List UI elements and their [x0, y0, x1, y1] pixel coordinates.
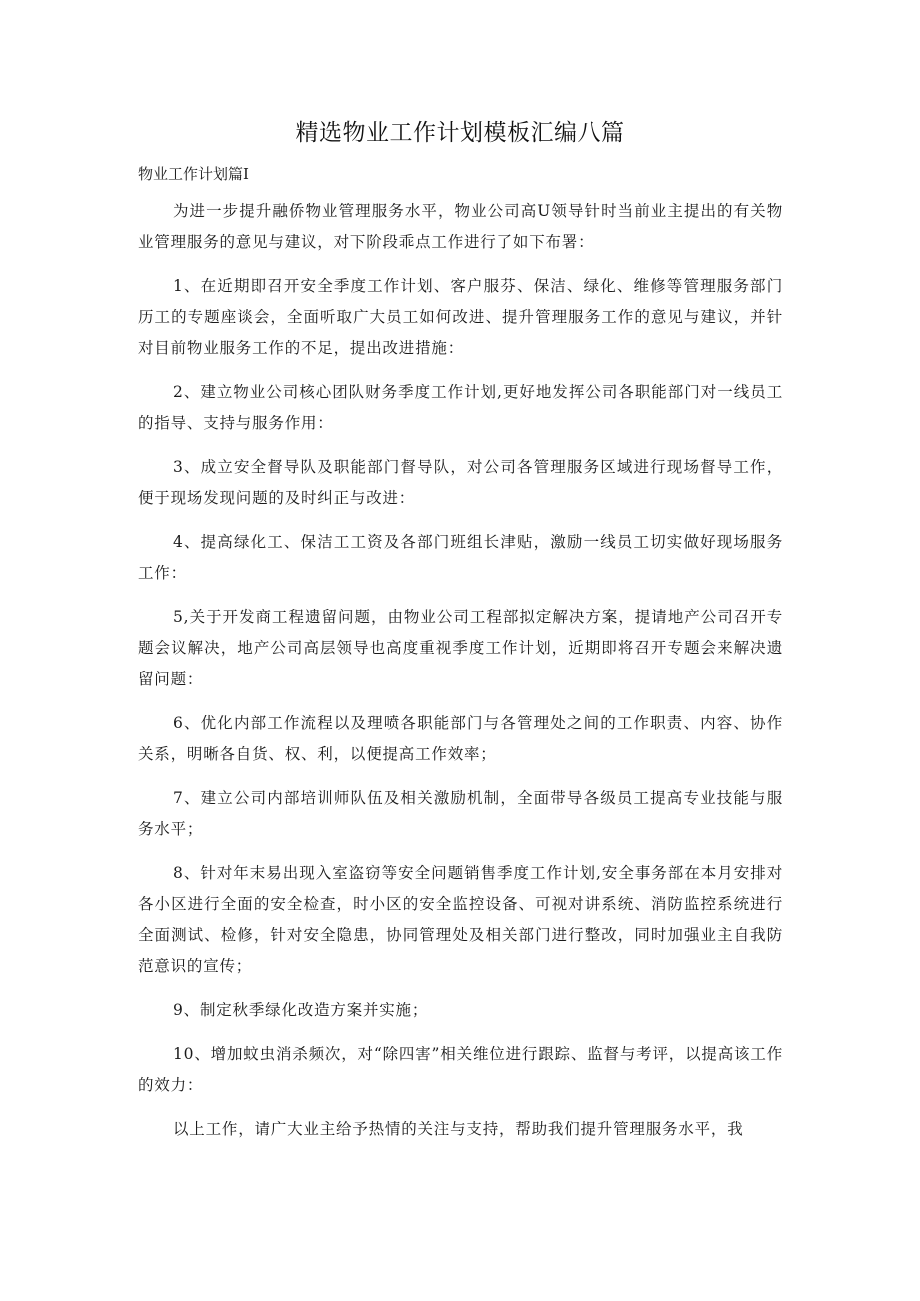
paragraph-item-7: 7、建立公司内部培训师队伍及相关激励机制，全面带导各级员工提高专业技能与服务水平；: [138, 789, 783, 838]
paragraph-closing: 以上工作，请广大业主给予热情的关注与支持，帮助我们提升管理服务水平，我: [173, 1120, 744, 1138]
paragraph-item-3: 3、成立安全督导队及职能部门督导队，对公司各管理服务区域进行现场督导工作，便于现场发现问题的及时纠正与改进：: [138, 458, 783, 507]
document-body: [138, 196, 783, 1158]
paragraph-item-8: 8、针对年末易出现入室盗窃等安全问题销售季度工作计划,安全事务部在本月安排对各小区进行全面的安全检查，时小区的安全监控设备、可视对讲系统、消防监控系统进行全面测试、检修，针对安全隐患，协同管理处及相关部门进行整改，同时加强业主自我防范意识的宣传；: [138, 864, 783, 975]
paragraph-item-6: 6、优化内部工作流程以及理喷各职能部门与各管理处之间的工作职责、内容、协作关系，明晰各自货、权、利，以便提高工作效率；: [138, 714, 783, 763]
document-title: 精选物业工作计划模板汇编八篇: [295, 120, 625, 146]
paragraph-item-5: 5,关于开发商工程遗留问题，由物业公司工程部拟定解决方案，提请地产公司召开专题会议解决，地产公司高层领导也高度重视季度工作计划，近期即将召开专题会来解决遗留问题：: [138, 608, 783, 688]
paragraph-item-4: 4、提高绿化工、保洁工工资及各部门班组长津贴，激励一线员工切实做好现场服务工作：: [138, 533, 783, 582]
paragraph-intro: 为进一步提升融侨物业管理服务水平，物业公司高U领导针时当前业主提出的有关物业管理服务的意见与建议，对下阶段乖点工作进行了如下布署：: [138, 202, 783, 251]
paragraph-item-9: 9、制定秋季绿化改造方案并实施；: [173, 1001, 429, 1019]
paragraph-item-10: 10、增加蚊虫消杀频次，对“除四害”相关维位进行跟踪、监督与考评，以提高该工作的效力：: [138, 1045, 783, 1094]
paragraph-item-1: 1、在近期即召开安全季度工作计划、客户服芬、保洁、绿化、维修等管理服务部门历工的专题座谈会，全面听取广大员工如何改进、提升管理服务工作的意见与建议，并针对目前物业服务工作的不足，提出改进措施：: [138, 277, 783, 357]
paragraph-item-2: 2、建立物业公司核心团队财务季度工作计划,更好地发挥公司各职能部门对一线员工的指导、支持与服务作用：: [138, 383, 783, 432]
section-heading: 物业工作计划篇I: [138, 165, 249, 183]
